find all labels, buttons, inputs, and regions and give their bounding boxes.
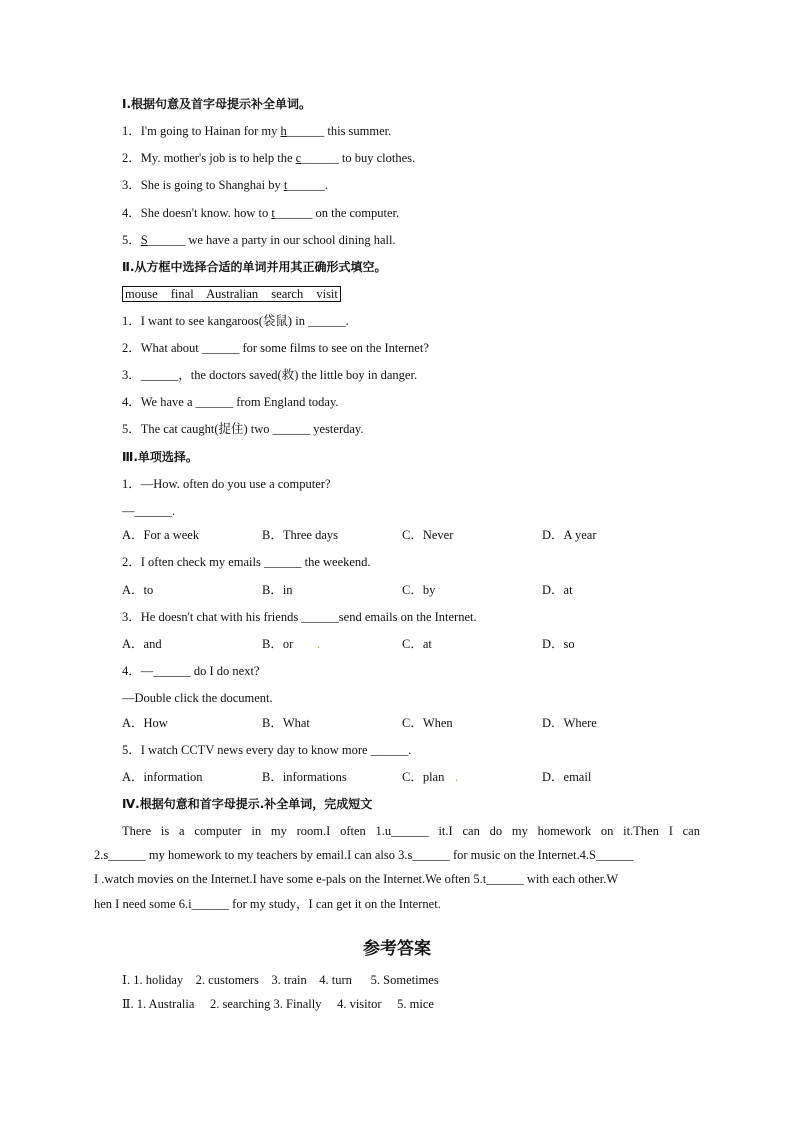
- q5-option-d: D．email: [542, 770, 592, 784]
- part2-heading: Ⅱ.从方框中选择合适的单词并用其正确形式填空。: [122, 260, 387, 274]
- answers-line-2: Ⅱ. 1. Australia 2. searching 3. Finally 4. visitor 5. mice: [122, 997, 434, 1011]
- passage-line-2: 2.s______ my homework to my teachers by email.I can also 3.s______ for music on the Internet.4.S______: [94, 848, 634, 862]
- q4-option-b: B．What: [262, 716, 310, 730]
- passage-line-3: I .watch movies on the Internet.I have some e-pals on the Internet.We often 5.t______ with each other.W: [94, 872, 619, 886]
- part1-item-5: 5．S______ we have a party in our school dining hall.: [122, 233, 396, 247]
- q4-option-a: A．How: [122, 716, 168, 730]
- q1-option-d: D．A year: [542, 528, 597, 542]
- question-4-stem2: —Double click the document.: [122, 691, 273, 705]
- part4-heading: Ⅳ.根据句意和首字母提示.补全单词，完成短文: [122, 797, 373, 811]
- part2-item-4: 4．We have a ______ from England today.: [122, 395, 339, 409]
- part1-item-4: 4．She doesn't know. how to t______ on the computer.: [122, 206, 400, 220]
- question-5-stem: 5．I watch CCTV news every day to know more ______.: [122, 743, 412, 757]
- answers-title: 参考答案: [363, 939, 431, 959]
- passage-line-1: There is a computer in my room.I often 1.u______ it.I can do my homework on it.Then I can: [122, 824, 700, 838]
- stray-dot-mark-2: .: [455, 770, 459, 784]
- answers-line-1: Ⅰ. 1. holiday 2. customers 3. train 4. turn 5. Sometimes: [122, 973, 439, 987]
- word-box-text: mouse final Australian search visit: [122, 286, 341, 302]
- q5-option-c: C．plan: [402, 770, 445, 784]
- q2-option-b: B．in: [262, 583, 293, 597]
- part2-item-5: 5．The cat caught(捉住) two ______ yesterday.: [122, 422, 364, 436]
- q3-option-d: D．so: [542, 637, 575, 651]
- passage-line-4: hen I need some 6.i______ for my study，I can get it on the Internet.: [94, 897, 441, 911]
- q2-option-a: A．to: [122, 583, 154, 597]
- part3-heading: Ⅲ.单项选择。: [122, 450, 198, 464]
- q3-option-a: A．and: [122, 637, 162, 651]
- stray-dot-mark: .: [317, 637, 321, 651]
- question-3-stem: 3．He doesn't chat with his friends ______send emails on the Internet.: [122, 610, 477, 624]
- question-1-stem: 1．—How. often do you use a computer?: [122, 477, 331, 491]
- q2-option-d: D．at: [542, 583, 573, 597]
- part1-item-3: 3．She is going to Shanghai by t______.: [122, 178, 328, 192]
- q4-option-d: D．Where: [542, 716, 597, 730]
- q5-option-b: B．informations: [262, 770, 347, 784]
- part2-item-1: 1．I want to see kangaroos(袋鼠) in ______.: [122, 314, 349, 328]
- q1-option-b: B．Three days: [262, 528, 339, 542]
- part1-item-2: 2．My. mother's job is to help the c______ to buy clothes.: [122, 151, 416, 165]
- part1-heading: Ⅰ.根据句意及首字母提示补全单词。: [122, 97, 312, 111]
- q3-option-b: B．or: [262, 637, 294, 651]
- q5-option-a: A．information: [122, 770, 203, 784]
- question-2-stem: 2．I often check my emails ______ the weekend.: [122, 555, 371, 569]
- q1-option-c: C．Never: [402, 528, 454, 542]
- part2-item-2: 2．What about ______ for some films to see on the Internet?: [122, 341, 429, 355]
- q1-option-a: A．For a week: [122, 528, 200, 542]
- question-1-stem2: —______.: [122, 504, 176, 518]
- part1-item-1: 1．I'm going to Hainan for my h______ this summer.: [122, 124, 392, 138]
- q2-option-c: C．by: [402, 583, 436, 597]
- word-box: [122, 286, 341, 302]
- question-4-stem: 4．—______ do I do next?: [122, 664, 260, 678]
- q3-option-c: C．at: [402, 637, 432, 651]
- part2-item-3: 3．______，the doctors saved(救) the little boy in danger.: [122, 368, 418, 382]
- q4-option-c: C．When: [402, 716, 453, 730]
